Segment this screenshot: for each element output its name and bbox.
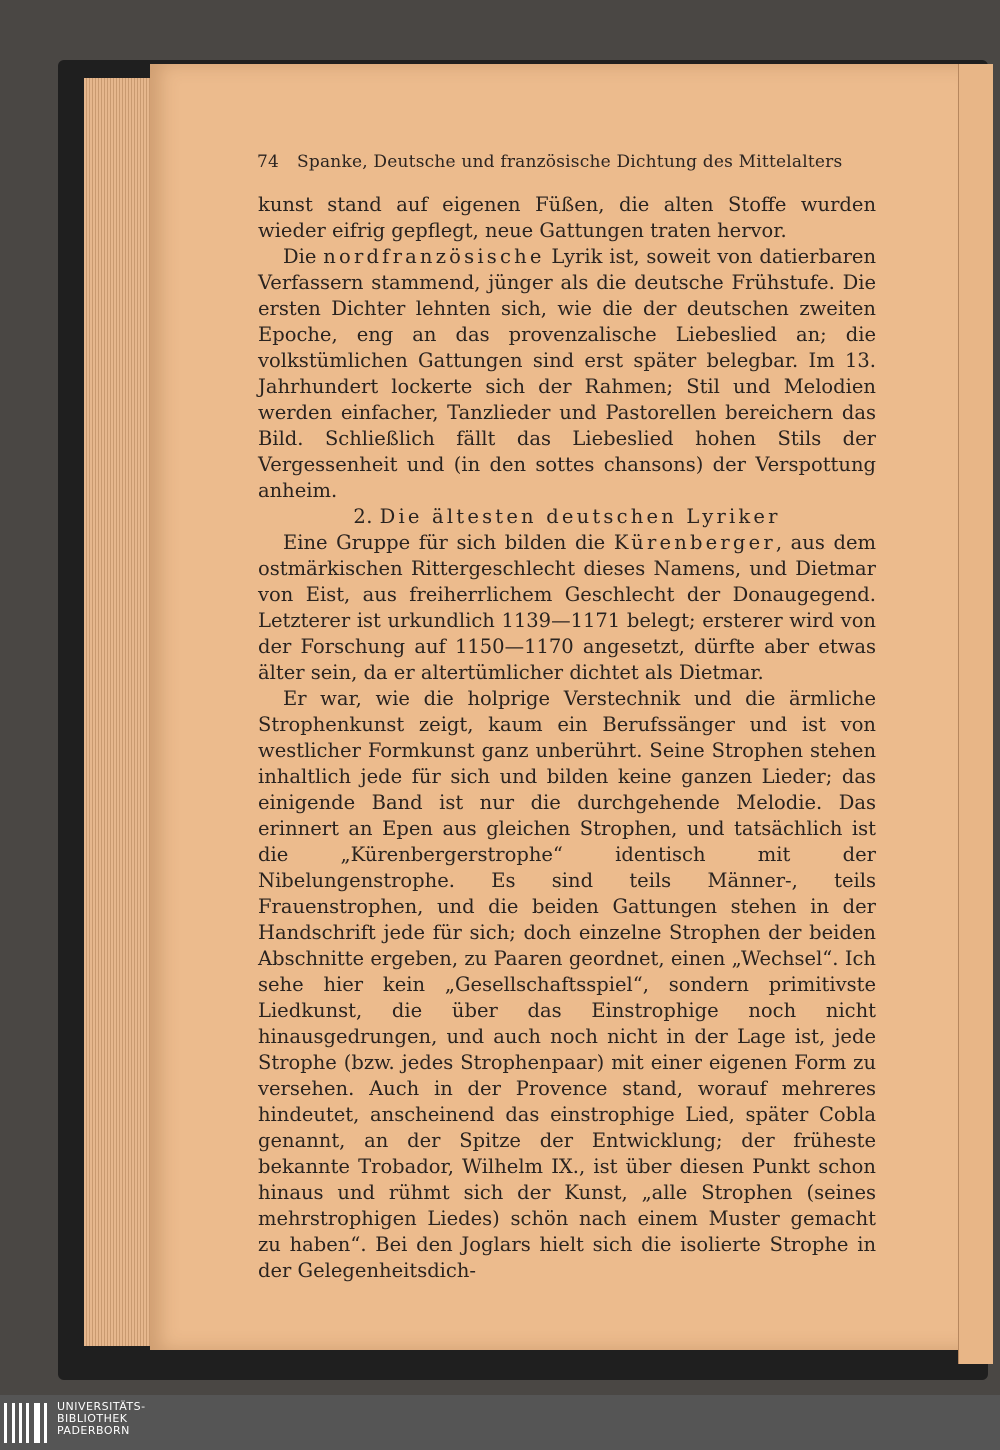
spaced-term: Kürenberger [613,531,776,554]
facing-page-edge [958,64,993,1364]
library-footer [0,1395,1000,1450]
library-logo-icon [4,1403,48,1443]
running-head [257,152,842,172]
paragraph-4: Er war, wie die holprige Verstechnik und die ärmliche Strophenkunst zeigt, kaum ein Berufssänger und ist von westlicher Formkunst ganz unberührt. Seine Strophen stehen inhaltlich jede für sich und bilden keine ganzen Lieder; das einigende Band ist nur die durchgehende Melodie. Das erinnert an Epen aus gleichen Strophen, und tatsächlich ist die „Kürenbergerstrophe“ identisch mit der Nibelungenstrophe. Es sind teils Männer-, teils Frauenstrophen, und die beiden Gattungen stehen in der Handschrift jede für sich; doch einzelne Strophen der beiden Abschnitte ergeben, zu Paaren geordnet, einen „Wechsel“. Ich sehe hier kein „Gesellschaftsspiel“, sondern primitivste Liedkunst, die über das Einstrophige noch nicht hinausgedrungen, und auch noch nicht in der Lage ist, jede Strophe (bzw. jedes Strophenpaar) mit einer eigenen Form zu versehen. Auch in der Provence stand, worauf mehreres hindeutet, anscheinend das einstrophige Lied, später Cobla genannt, an der Spitze der Entwicklung; der früheste bekannte Trobador, Wilhelm IX., ist über diesen Punkt schon hinaus und rühmt sich der Kunst, „alle Strophen (seines mehrstrophigen Liedes) schön nach einem Muster gemacht zu haben“. Bei den Joglars hielt sich die isolierte Strophe in der Gelegenheitsdich- [258,687,876,1282]
page-number: 74 [257,152,280,172]
section-heading: 2. Die ältesten deutschen Lyriker [353,505,781,528]
running-title: Spanke, Deutsche und französische Dichtung des Mittelalters [297,152,843,172]
paragraph-3: Eine Gruppe für sich bilden die Kürenberger, aus dem ostmärkischen Rittergeschlecht dieses Namens, und Dietmar von Eist, aus freiherrlichem Geschlecht der Donaugegend. Letzterer ist urkundlich 1139—1171 belegt; ersterer wird von der Forschung auf 1150—1170 angesetzt, dürfte aber etwas älter sein, da er altertümlicher dichtet als Dietmar. [258,531,876,684]
library-name: UNIVERSITÄTS- BIBLIOTHEK PADERBORN [57,1400,146,1437]
paragraph-2: Die nordfranzösische Lyrik ist, soweit von datierbaren Verfassern stammend, jünger als die deutsche Frühstufe. Die ersten Dichter lehnten sich, wie die der deutschen zweiten Epoche, eng an das provenzalische Liebeslied an; die volkstümlichen Gattungen sind erst später belegbar. Im 13. Jahrhundert lockerte sich der Rahmen; Stil und Melodien werden einfacher, Tanzlieder und Pastorellen bereichern das Bild. Schließlich fällt das Liebeslied hohen Stils der Vergessenheit und (in den sottes chansons) der Verspottung anheim. [258,245,876,502]
body-text [258,192,876,1284]
spaced-term: nordfranzösische [323,245,545,268]
paragraph-1: kunst stand auf eigenen Füßen, die alten Stoffe wurden wieder eifrig gepflegt, neue Gattungen traten hervor. [258,193,876,242]
